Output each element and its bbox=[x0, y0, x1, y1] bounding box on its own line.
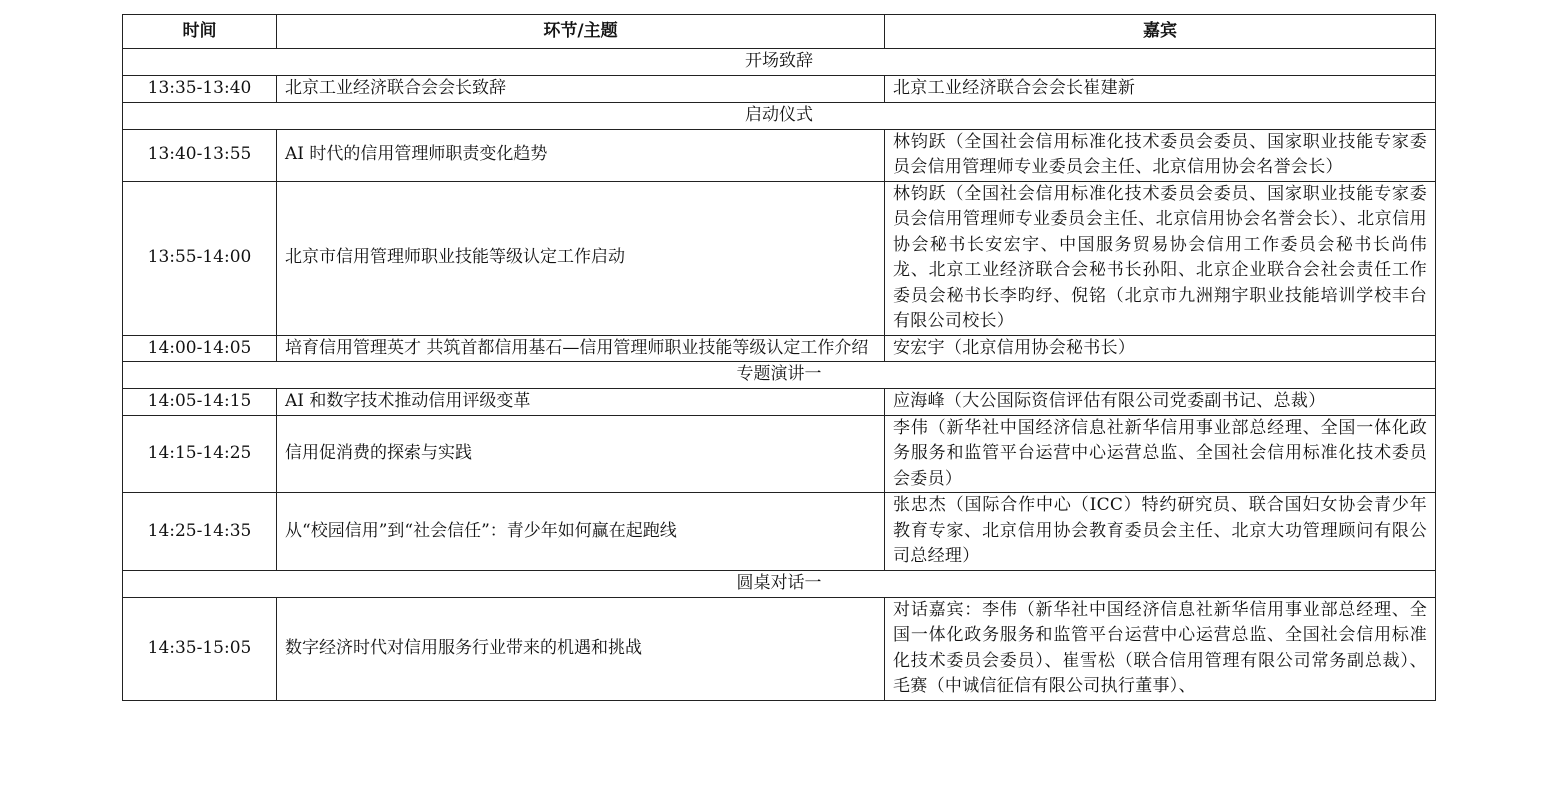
agenda-table bbox=[122, 14, 1436, 701]
guest-cell: 李伟（新华社中国经济信息社新华信用事业部总经理、全国一体化政务服务和监管平台运营中心运营总监、全国社会信用标准化技术委员会委员） bbox=[885, 415, 1436, 493]
section-row bbox=[123, 362, 1436, 389]
guest-cell: 张忠杰（国际合作中心（ICC）特约研究员、联合国妇女协会青少年教育专家、北京信用协会教育委员会主任、北京大功管理顾问有限公司总经理） bbox=[885, 493, 1436, 571]
time-cell: 14:25-14:35 bbox=[123, 493, 277, 571]
time-cell: 13:40-13:55 bbox=[123, 129, 277, 181]
time-cell: 14:00-14:05 bbox=[123, 335, 277, 362]
table-row bbox=[123, 389, 1436, 416]
guest-cell: 对话嘉宾：李伟（新华社中国经济信息社新华信用事业部总经理、全国一体化政务服务和监管平台运营中心运营总监、全国社会信用标准化技术委员会委员）、崔雪松（联合信用管理有限公司常务副总裁）、毛赛（中诚信征信有限公司执行董事）、 bbox=[885, 597, 1436, 700]
time-cell: 14:35-15:05 bbox=[123, 597, 277, 700]
header-time: 时间 bbox=[123, 15, 277, 49]
time-cell: 14:15-14:25 bbox=[123, 415, 277, 493]
section-title: 专题演讲一 bbox=[123, 362, 1436, 389]
section-row bbox=[123, 102, 1436, 129]
topic-cell: AI 和数字技术推动信用评级变革 bbox=[277, 389, 885, 416]
guest-cell: 应海峰（大公国际资信评估有限公司党委副书记、总裁） bbox=[885, 389, 1436, 416]
guest-cell: 林钧跃（全国社会信用标准化技术委员会委员、国家职业技能专家委员会信用管理师专业委员会主任、北京信用协会名誉会长） bbox=[885, 129, 1436, 181]
table-row bbox=[123, 335, 1436, 362]
section-row bbox=[123, 570, 1436, 597]
topic-cell: 从“校园信用”到“社会信任”：青少年如何赢在起跑线 bbox=[277, 493, 885, 571]
time-cell: 14:05-14:15 bbox=[123, 389, 277, 416]
table-row bbox=[123, 493, 1436, 571]
section-title: 圆桌对话一 bbox=[123, 570, 1436, 597]
table-row bbox=[123, 415, 1436, 493]
time-cell: 13:35-13:40 bbox=[123, 76, 277, 103]
topic-cell: 北京工业经济联合会会长致辞 bbox=[277, 76, 885, 103]
header-guest: 嘉宾 bbox=[885, 15, 1436, 49]
topic-cell: 北京市信用管理师职业技能等级认定工作启动 bbox=[277, 181, 885, 335]
guest-cell: 北京工业经济联合会会长崔建新 bbox=[885, 76, 1436, 103]
table-row bbox=[123, 181, 1436, 335]
section-title: 开场致辞 bbox=[123, 49, 1436, 76]
guest-cell: 安宏宇（北京信用协会秘书长） bbox=[885, 335, 1436, 362]
table-row bbox=[123, 76, 1436, 103]
table-row bbox=[123, 597, 1436, 700]
topic-cell: AI 时代的信用管理师职责变化趋势 bbox=[277, 129, 885, 181]
guest-cell: 林钧跃（全国社会信用标准化技术委员会委员、国家职业技能专家委员会信用管理师专业委员会主任、北京信用协会名誉会长）、北京信用协会秘书长安宏宇、中国服务贸易协会信用工作委员会秘书长尚伟龙、北京工业经济联合会秘书长孙阳、北京企业联合会社会责任工作委员会秘书长李昀纾、倪铭（北京市九洲翔宇职业技能培训学校丰台有限公司校长） bbox=[885, 181, 1436, 335]
section-title: 启动仪式 bbox=[123, 102, 1436, 129]
topic-cell: 数字经济时代对信用服务行业带来的机遇和挑战 bbox=[277, 597, 885, 700]
section-row bbox=[123, 49, 1436, 76]
table-row bbox=[123, 129, 1436, 181]
topic-cell: 培育信用管理英才 共筑首都信用基石—信用管理师职业技能等级认定工作介绍 bbox=[277, 335, 885, 362]
header-row bbox=[123, 15, 1436, 49]
header-topic: 环节/主题 bbox=[277, 15, 885, 49]
time-cell: 13:55-14:00 bbox=[123, 181, 277, 335]
topic-cell: 信用促消费的探索与实践 bbox=[277, 415, 885, 493]
